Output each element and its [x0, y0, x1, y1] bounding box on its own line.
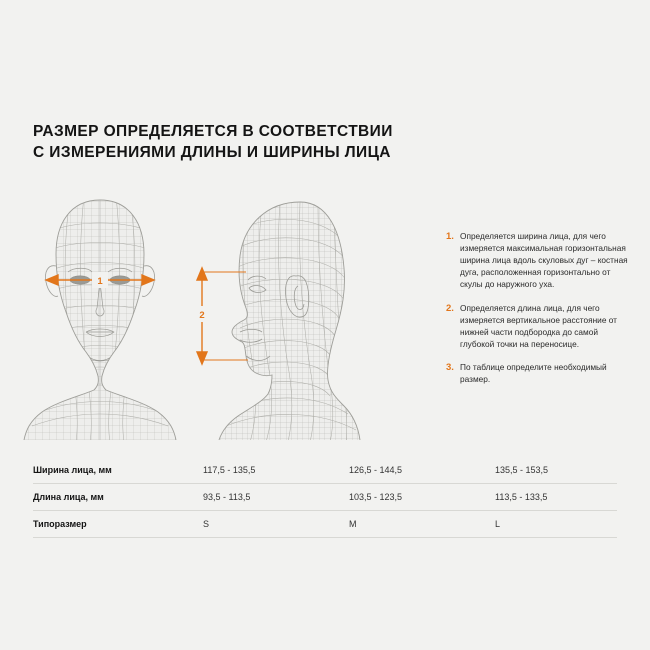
table-cell: 113,5 - 133,5 — [495, 492, 548, 502]
note-item — [446, 361, 628, 385]
head-measurement-illustration — [0, 180, 440, 440]
face-width-measure-label-box — [92, 272, 108, 288]
table-row — [33, 457, 617, 484]
page-title-line-2: С ИЗМЕРЕНИЯМИ ДЛИНЫ И ШИРИНЫ ЛИЦА — [33, 143, 391, 161]
note-item — [446, 230, 628, 291]
note-item — [446, 302, 628, 350]
table-cell: S — [203, 519, 210, 529]
side-face-wireframe — [219, 190, 380, 440]
row-label: Типоразмер — [33, 519, 87, 529]
face-length-number: 2 — [199, 310, 205, 321]
note-text: Определяется ширина лица, для чего измеряется максимальная горизонтальная ширина лица вдоль скуловых дуг – костная дуга, расположенная горизонтально от скулы до наружного уха. — [460, 231, 628, 290]
page-title — [33, 122, 453, 164]
front-face-wireframe — [10, 190, 200, 440]
face-width-number: 1 — [97, 276, 103, 287]
instruction-notes — [446, 230, 628, 396]
table-cell: 117,5 - 135,5 — [203, 465, 256, 475]
note-number: 3. — [446, 361, 454, 373]
table-cell: 126,5 - 144,5 — [349, 465, 403, 475]
note-number: 1. — [446, 231, 454, 242]
note-number: 2. — [446, 302, 454, 314]
table-row — [33, 484, 617, 511]
face-length-measure-label-box — [194, 306, 210, 322]
row-label: Длина лица, мм — [33, 492, 104, 502]
table-cell: 135,5 - 153,5 — [495, 465, 549, 475]
note-text: Определяется длина лица, для чего измеряется вертикальное расстояние от нижней части подбородка до самой глубокой точки на переносице. — [460, 302, 617, 349]
table-cell: M — [349, 519, 357, 529]
page-title-line-1: РАЗМЕР ОПРЕДЕЛЯЕТСЯ В СООТВЕТСТВИИ — [33, 123, 393, 140]
row-label: Ширина лица, мм — [33, 465, 112, 475]
table-cell: 103,5 - 123,5 — [349, 492, 403, 502]
table-cell: 93,5 - 113,5 — [203, 492, 251, 502]
table-cell: L — [495, 519, 501, 529]
size-table — [33, 457, 617, 538]
note-text: По таблице определите необходимый размер. — [460, 361, 607, 385]
table-row — [33, 511, 617, 538]
